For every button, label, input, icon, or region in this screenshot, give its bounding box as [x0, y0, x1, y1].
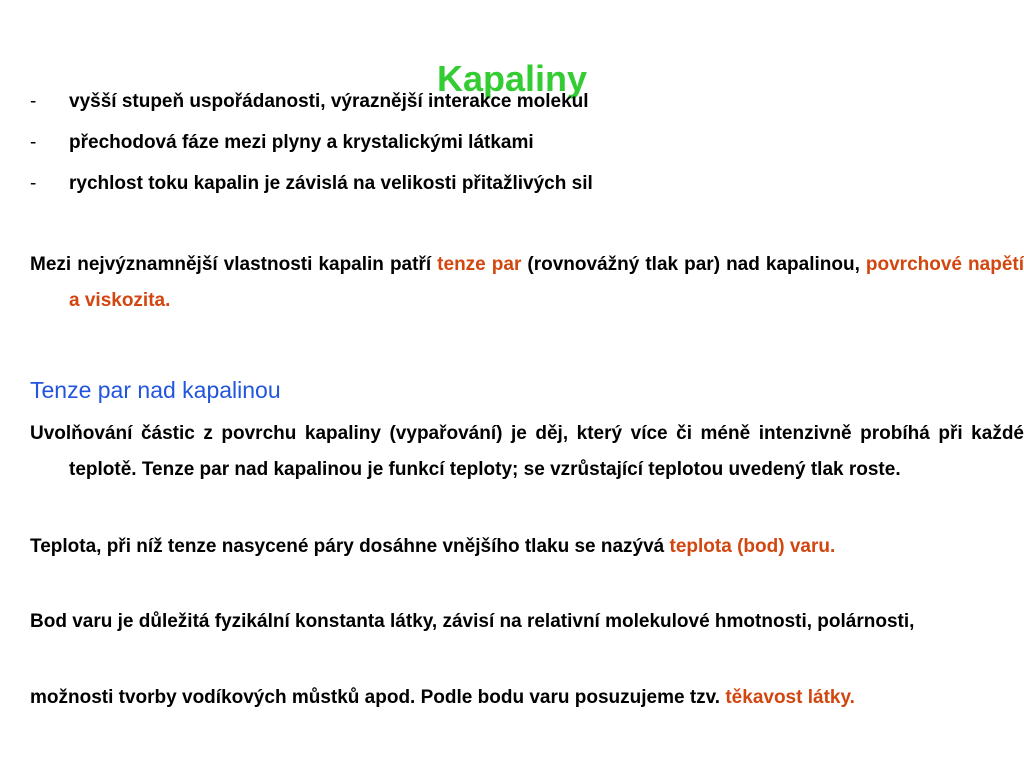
intro-text-1: Mezi nejvýznamnější vlastnosti kapalin patří — [30, 254, 438, 275]
paragraph-bod-varu-konstanta: Bod varu je důležitá fyzikální konstanta látky, závisí na relativní molekulové hmotnosti, polárnosti, — [30, 611, 915, 632]
bullet-dash: - — [30, 91, 37, 112]
highlight-tekavost: těkavost látky. — [725, 687, 855, 708]
bullet-dash: - — [30, 173, 37, 194]
intro-highlight-napeti-viskozita: povrchové napětí a viskozita. — [69, 254, 1024, 311]
intro-text-2: (rovnovážný tlak par) nad kapalinou, — [521, 254, 866, 275]
bullet-text: přechodová fáze mezi plyny a krystalickými látkami — [69, 132, 534, 153]
paragraph-tekavost — [30, 680, 1024, 716]
paragraph-text: možnosti tvorby vodíkových můstků apod. Podle bodu varu posuzujeme tzv. — [30, 687, 726, 708]
highlight-teplota-varu: teplota (bod) varu. — [669, 536, 836, 557]
bullet-text: rychlost toku kapalin je závislá na velikosti přitažlivých sil — [69, 173, 593, 194]
bullet-dash: - — [30, 132, 37, 153]
slide-title: Kapaliny — [436, 58, 588, 100]
bullet-item — [30, 129, 990, 157]
paragraph-bod-varu-definice — [30, 529, 1024, 565]
intro-paragraph — [30, 247, 1024, 319]
bullet-text: vyšší stupeň uspořádanosti, výraznější interakce molekul — [69, 91, 589, 112]
bullet-item — [30, 88, 990, 116]
section-heading: Tenze par nad kapalinou — [30, 377, 281, 403]
paragraph-vyparovani: Uvolňování částic z povrchu kapaliny (vypařování) je děj, který více či méně intenzivně probíhá při každé teplotě. Tenze par nad kapalinou je funkcí teploty; se vzrůstající teplotou uvedený tlak roste. — [30, 423, 1024, 480]
bullet-item — [30, 170, 990, 198]
bullet-list — [30, 88, 990, 211]
paragraph-text: Teplota, při níž tenze nasycené páry dosáhne vnějšího tlaku se nazývá — [30, 536, 670, 557]
intro-highlight-tenze-par: tenze par — [437, 254, 522, 275]
